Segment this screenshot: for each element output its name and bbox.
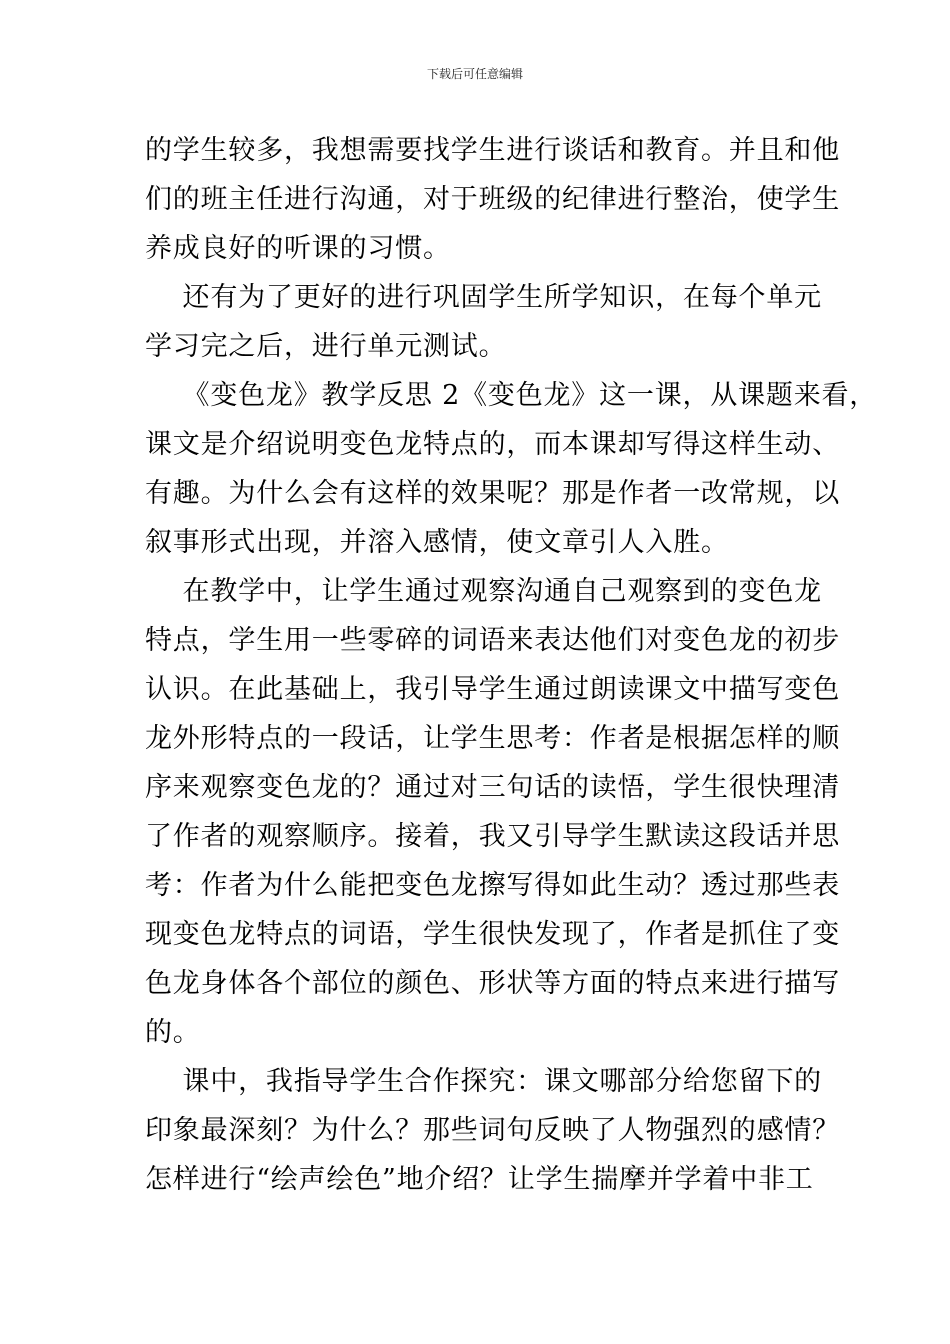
- text-line: 龙外形特点的一段话，让学生思考：作者是根据怎样的顺: [145, 723, 840, 754]
- text-line: 认识。在此基础上，我引导学生通过朗读课文中描写变色: [145, 674, 840, 705]
- text-line: 了作者的观察顺序。接着，我又引导学生默读这段话并思: [145, 821, 840, 852]
- text-line: 们的班主任进行沟通，对于班级的纪律进行整治，使学生: [145, 184, 840, 215]
- text-line: 印象最深刻？为什么？那些词句反映了人物强烈的感情？: [145, 1115, 840, 1146]
- text-line: 在教学中，让学生通过观察沟通自己观察到的变色龙: [145, 576, 822, 607]
- text-line: 的。: [145, 1017, 201, 1048]
- text-line: 课中，我指导学生合作探究：课文哪部分给您留下的: [145, 1066, 822, 1097]
- text-line: 特点，学生用一些零碎的词语来表达他们对变色龙的初步: [145, 625, 840, 656]
- text-line: 的学生较多，我想需要找学生进行谈话和教育。并且和他: [145, 135, 840, 166]
- text-line: 还有为了更好的进行巩固学生所学知识，在每个单元: [145, 282, 822, 313]
- paragraph: [145, 273, 825, 371]
- paragraph: [145, 126, 840, 273]
- text-line: 色龙身体各个部位的颜色、形状等方面的特点来进行描写: [145, 968, 840, 999]
- text-line: 《变色龙》教学反思 2《变色龙》这一课，从课题来看，: [145, 380, 878, 411]
- text-line: 现变色龙特点的词语，学生很快发现了，作者是抓住了变: [145, 919, 840, 950]
- text-line: 学习完之后，进行单元测试。: [145, 331, 507, 362]
- text-line: 序来观察变色龙的？通过对三句话的读悟，学生很快理清: [145, 772, 840, 803]
- text-line: 有趣。为什么会有这样的效果呢？那是作者一改常规，以: [145, 478, 840, 509]
- paragraph: [145, 1057, 840, 1204]
- text-line: 怎样进行“绘声绘色”地介绍？让学生揣摩并学着中非工: [145, 1164, 814, 1195]
- document-body: [145, 126, 878, 1204]
- text-line: 养成良好的听课的习惯。: [145, 233, 451, 264]
- paragraph: [145, 371, 878, 567]
- text-line: 考：作者为什么能把变色龙擦写得如此生动？透过那些表: [145, 870, 840, 901]
- page-header: 下载后可任意编辑: [426, 67, 523, 81]
- paragraph: [145, 567, 840, 1057]
- text-line: 叙事形式出现，并溶入感情，使文章引人入胜。: [145, 527, 729, 558]
- text-line: 课文是介绍说明变色龙特点的，而本课却写得这样生动、: [145, 429, 840, 460]
